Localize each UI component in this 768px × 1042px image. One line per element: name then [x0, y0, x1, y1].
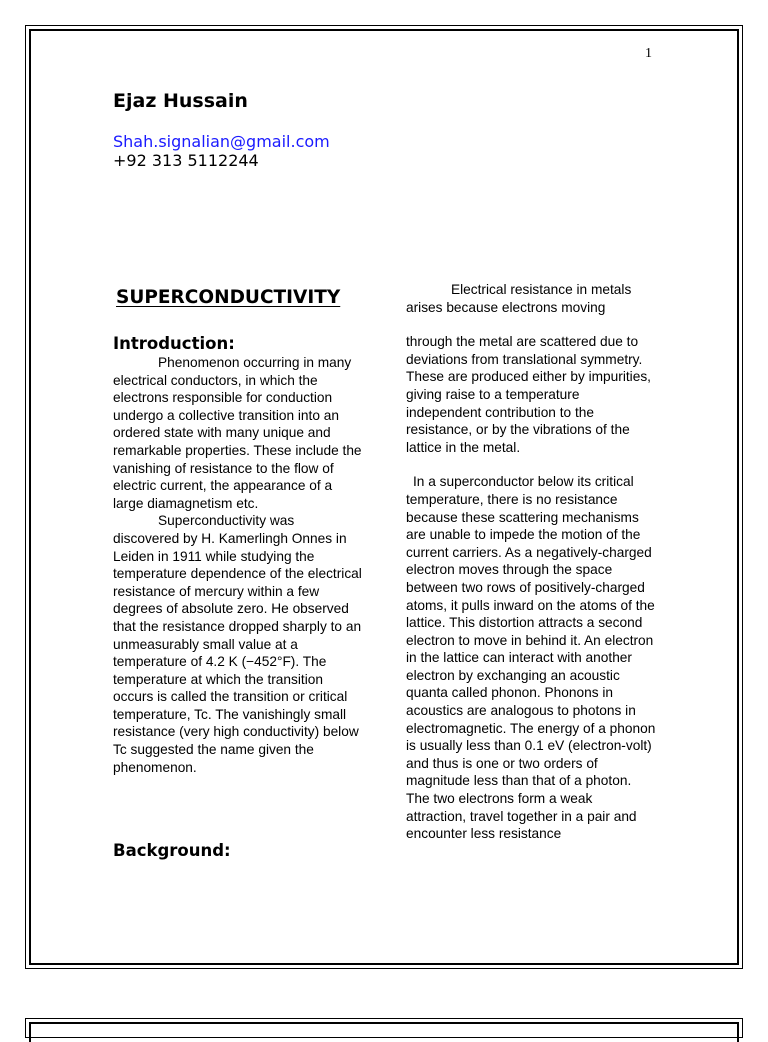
right-column — [406, 281, 656, 843]
introduction-paragraph-2: Superconductivity was discovered by H. Kamerlingh Onnes in Leiden in 1911 while studying the temperature dependence of the electrical resistance of mercury within a few degrees of absolute zero. He observed that the resistance dropped sharply to an unmeasurably small value at a temperature of 4.2 K (−452°F). The temperature at which the transition occurs is called the transition or critical temperature, Tc. The vanishingly small resistance (very high conductivity) below Tc suggested the name given the phenomenon. — [113, 513, 362, 775]
right-paragraph-2: through the metal are scattered due to deviations from translational symmetry. These are produced either by impurities, giving raise to a temperature independent contribution to the resistance, or by the vibrations of the lattice in the metal. — [406, 334, 651, 455]
author-name: Ejaz Hussain — [113, 90, 248, 112]
next-page-border-inner — [29, 1022, 739, 1042]
introduction-paragraph-1: Phenomenon occurring in many electrical conductors, in which the electrons responsible for conduction undergo a collective transition into an ordered state with many unique and remarkable properties. These include the vanishing of resistance to the flow of electric current, the appearance of a large diamagnetism etc. — [113, 355, 362, 511]
background-heading: Background: — [113, 841, 231, 860]
page-number: 1 — [645, 46, 652, 61]
document-title: SUPERCONDUCTIVITY — [116, 287, 341, 308]
author-email[interactable]: Shah.signalian@gmail.com — [113, 132, 330, 151]
author-phone: +92 313 5112244 — [113, 151, 259, 170]
introduction-heading: Introduction: — [113, 334, 235, 353]
right-paragraph-1: Electrical resistance in metals arises because electrons moving — [406, 282, 632, 315]
right-paragraph-3: In a superconductor below its critical temperature, there is no resistance because these scattering mechanisms are unable to impede the motion of the current carriers. As a negatively-charged electron moves through the space between two rows of positively-charged atoms, it pulls inward on the atoms of the lattice. This distortion attracts a second electron to move in behind it. An electron in the lattice can interact with another electron by exchanging an acoustic quanta called phonon. Phonons in acoustics are analogous to photons in electromagnetic. The energy of a phonon is usually less than 0.1 eV (electron-volt) and thus is one or two orders of magnitude less than that of a photon. The two electrons form a weak attraction, travel together in a pair and encounter less resistance — [406, 474, 656, 842]
left-column — [113, 354, 363, 776]
